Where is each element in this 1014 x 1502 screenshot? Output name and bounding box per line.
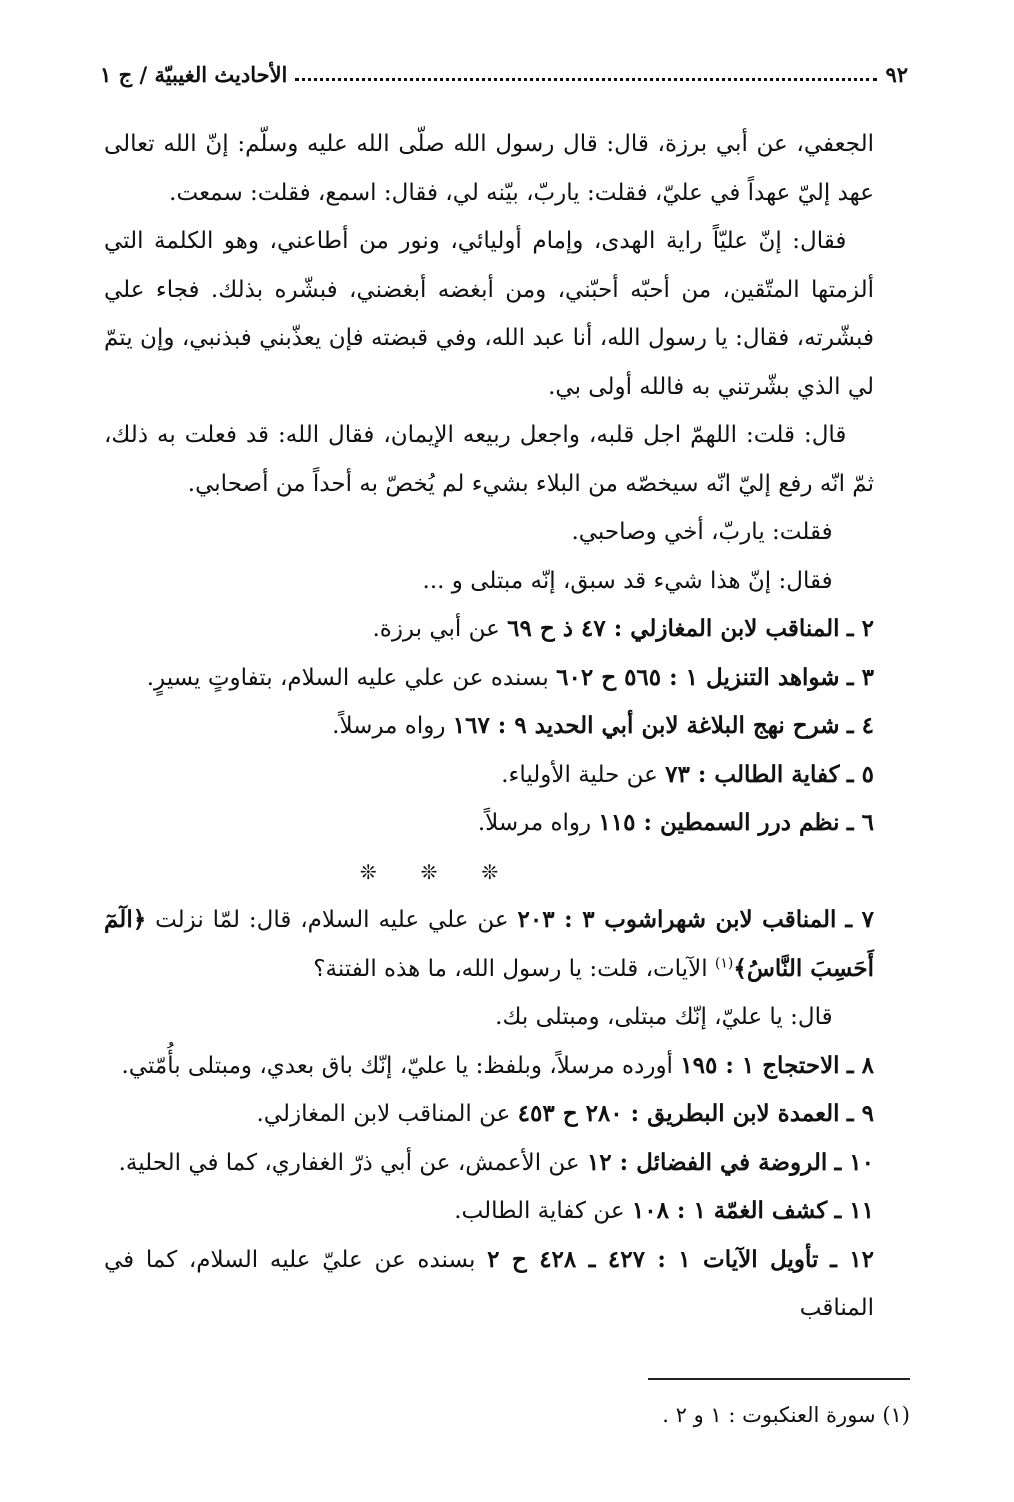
header-title: الأحاديث الغيبيّة / ج ١ xyxy=(100,61,288,87)
main-text xyxy=(104,120,874,1333)
reference-10: ١٠ ـ الروضة في الفضائل : ١٢ عن الأعمش، عن أبي ذرّ الغفاري، كما في الحلية. xyxy=(118,1148,874,1176)
paragraph-1: الجعفي، عن أبي برزة، قال: قال رسول الله صلّى الله عليه وسلّم: إنّ الله تعالى عهد إليّ عهداً في عليّ، فقلت: ياربّ، بيّنه لي، فقال: اسمع، فقلت: سمعت. xyxy=(104,131,874,206)
paragraph-5: فقال: إنّ هذا شيء قد سبق، إنّه مبتلى و ... xyxy=(422,567,833,594)
star-ornament-icon: ❊ xyxy=(420,859,438,884)
reference-7: ٧ ـ المناقب لابن شهراشوب ٣ : ٢٠٣ عن علي عليه السلام، قال: لمّا نزلت ﴿الٓمٓ أَحَسِبَ النَّاسُ﴾$^{(١)}$ الآيات، قلت: يا رسول الله، ما هذه الفتنة؟ xyxy=(104,906,875,982)
star-ornament-icon: ❊ xyxy=(359,859,377,884)
footnote: (١) سورة العنكبوت : ١ و ٢ . xyxy=(662,1403,910,1427)
reference-12: ١٢ ـ تأويل الآيات ١ : ٤٢٧ ـ ٤٢٨ ح ٢ بسنده عن عليّ عليه السلام، كما في المناقب xyxy=(104,1245,875,1321)
footnote-marker: (١) xyxy=(714,954,734,971)
reference-4: ٤ ـ شرح نهج البلاغة لابن أبي الحديد ٩ : ١٦٧ رواه مرسلاً. xyxy=(332,712,874,739)
paragraph-3: قال: قلت: اللهمّ اجل قلبه، واجعل ربيعه الإيمان، فقال الله: قد فعلت به ذلك، ثمّ انّه رفع إليّ انّه سيخصّه من البلاء بشيء لم يُخصّ به أحداً من أصحابي. xyxy=(104,422,874,497)
star-ornament-icon: ❊ xyxy=(481,859,499,884)
reference-8: ٨ ـ الاحتجاج ١ : ١٩٥ أورده مرسلاً، وبلفظ: يا عليّ، إنّك باق بعدي، ومبتلى بأُمّتي. xyxy=(121,1051,874,1079)
reference-6: ٦ ـ نظم درر السمطين : ١١٥ رواه مرسلاً. xyxy=(477,809,874,836)
page-number: ٩٢ xyxy=(885,61,908,87)
footnote-divider xyxy=(648,1378,910,1380)
quran-verse: ﴿الٓمٓ أَحَسِبَ النَّاسُ﴾ xyxy=(104,906,874,982)
paragraph-4: فقلت: ياربّ، أخي وصاحبي. xyxy=(571,519,833,545)
reference-11: ١١ ـ كشف الغمّة ١ : ١٠٨ عن كفاية الطالب. xyxy=(454,1197,874,1224)
running-header xyxy=(100,52,908,96)
paragraph-2: فقال: إنّ عليّاً راية الهدى، وإمام أوليائي، ونور من أطاعني، وهو الكلمة التي ألزمتها المتّقين، من أحبّه أحبّني، ومن أبغضه أبغضني، فبشّره بذلك. فجاء علي فبشّرته، فقال: يا رسول الله، أنا عبد الله، وفي قبضته فإن يعذّبني فبذنبي، وإن يتمّ لي الذي بشّرتني به فالله أولى بي. xyxy=(104,228,874,400)
reference-3: ٣ ـ شواهد التنزيل ١ : ٥٦٥ ح ٦٠٢ بسنده عن علي عليه السلام، بتفاوتٍ يسيرٍ. xyxy=(146,663,874,691)
reference-9: ٩ ـ العمدة لابن البطريق : ٢٨٠ ح ٤٥٣ عن المناقب لابن المغازلي. xyxy=(256,1100,874,1127)
paragraph-6: قال: يا عليّ، إنّك مبتلى، ومبتلى بك. xyxy=(495,1004,833,1030)
reference-5: ٥ ـ كفاية الطالب : ٧٣ عن حلية الأولياء. xyxy=(501,760,874,788)
reference-2: ٢ ـ المناقب لابن المغازلي : ٤٧ ذ ح ٦٩ عن أبي برزة. xyxy=(372,615,874,642)
section-separator xyxy=(104,848,874,897)
header-leader-dots xyxy=(295,68,877,81)
